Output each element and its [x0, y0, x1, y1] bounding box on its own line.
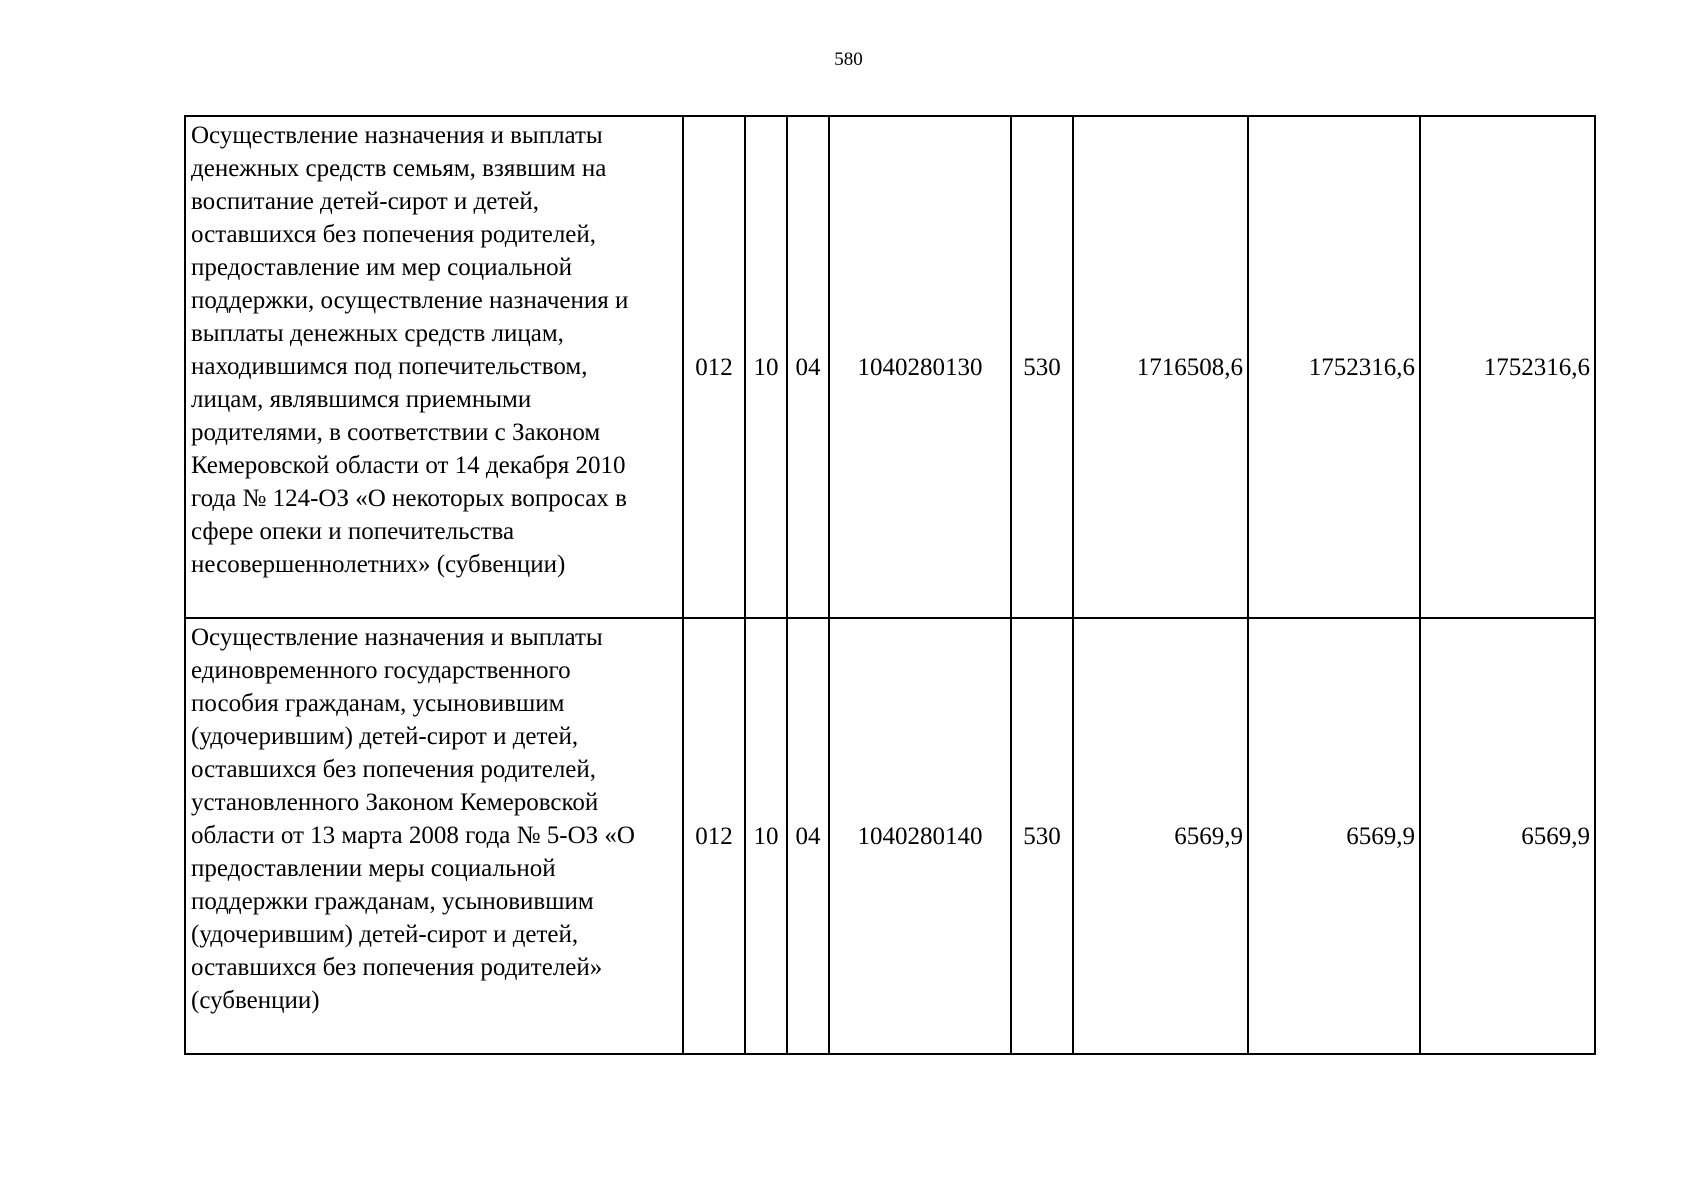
target-article-code: 1040280140 [829, 618, 1011, 1054]
description-line: Осуществление назначения и выплаты [191, 122, 603, 149]
description-line: единовременного государственного [191, 657, 571, 684]
description-line: (удочерившим) детей-сирот и детей, [191, 921, 579, 948]
amount-year-2: 6569,9 [1248, 618, 1420, 1054]
expense-type-code: 530 [1011, 116, 1073, 618]
description-line: года № 124-ОЗ «О некоторых вопросах в [191, 485, 627, 512]
budget-table [184, 115, 1596, 1055]
description-line: (удочерившим) детей-сирот и детей, [191, 723, 579, 750]
description-line: оставшихся без попечения родителей, [191, 756, 597, 783]
subsection-code: 04 [787, 116, 829, 618]
description-line: родителями, в соответствии с Законом [191, 419, 601, 446]
page-number: 580 [834, 49, 863, 70]
description-line: оставшихся без попечения родителей, [191, 221, 597, 248]
description-line: денежных средств семьям, взявшим на [191, 155, 607, 182]
description-line: выплаты денежных средств лицам, [191, 320, 564, 347]
description-line: предоставление им мер социальной [191, 254, 572, 281]
amount-year-3: 6569,9 [1420, 618, 1595, 1054]
description-line: сфере опеки и попечительства [191, 518, 515, 545]
description-line: Кемеровской области от 14 декабря 2010 [191, 452, 626, 479]
description-line: лицам, являвшимся приемными [191, 386, 532, 413]
description-line: Осуществление назначения и выплаты [191, 624, 603, 651]
ministry-code: 012 [683, 116, 745, 618]
ministry-code: 012 [683, 618, 745, 1054]
description-line: (субвенции) [191, 987, 320, 1014]
row-description [185, 116, 683, 618]
description-line: несовершеннолетних» (субвенции) [191, 551, 566, 578]
subsection-code: 04 [787, 618, 829, 1054]
description-line: поддержки, осуществление назначения и [191, 287, 629, 314]
section-code: 10 [745, 618, 787, 1054]
description-line: пособия гражданам, усыновившим [191, 690, 565, 717]
row-description [185, 618, 683, 1054]
section-code: 10 [745, 116, 787, 618]
amount-year-3: 1752316,6 [1420, 116, 1595, 618]
description-line: установленного Законом Кемеровской [191, 789, 599, 816]
amount-year-1: 6569,9 [1073, 618, 1248, 1054]
table-row [185, 618, 1595, 1054]
description-line: поддержки гражданам, усыновившим [191, 888, 594, 915]
description-line: оставшихся без попечения родителей» [191, 954, 603, 981]
description-line: предоставлении меры социальной [191, 855, 556, 882]
target-article-code: 1040280130 [829, 116, 1011, 618]
description-line: воспитание детей-сирот и детей, [191, 188, 539, 215]
amount-year-1: 1716508,6 [1073, 116, 1248, 618]
description-line: находившимся под попечительством, [191, 353, 588, 380]
expense-type-code: 530 [1011, 618, 1073, 1054]
table-row [185, 116, 1595, 618]
description-line: области от 13 марта 2008 года № 5-ОЗ «О [191, 822, 635, 849]
amount-year-2: 1752316,6 [1248, 116, 1420, 618]
